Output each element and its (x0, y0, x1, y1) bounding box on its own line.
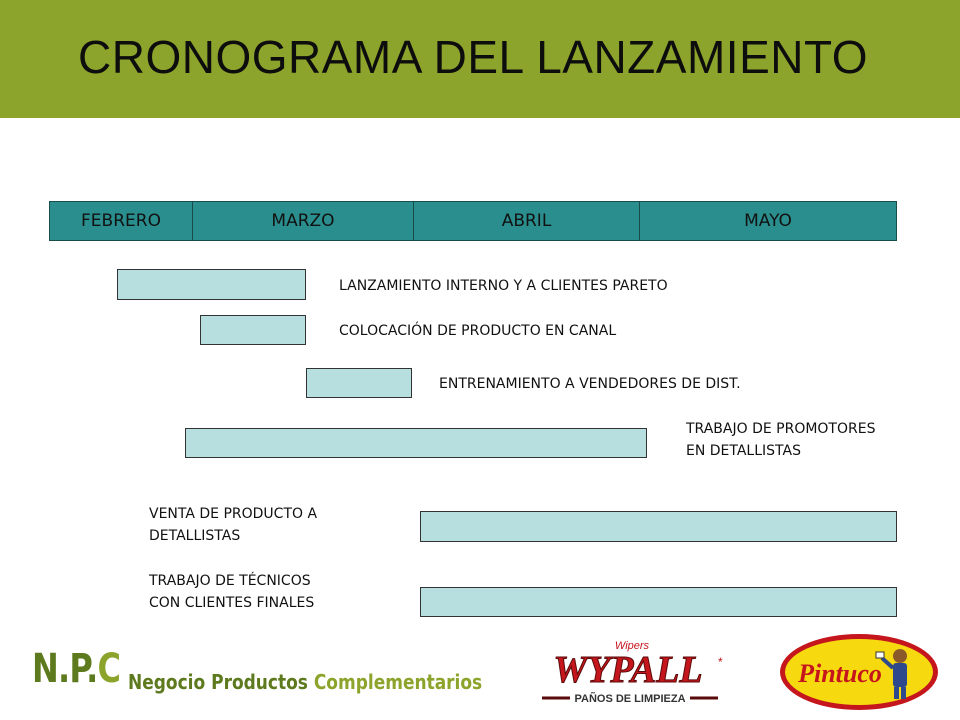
svg-text:Pintuco: Pintuco (798, 659, 882, 688)
month-may: MAYO (744, 211, 792, 231)
month-header (49, 201, 897, 241)
task-bar-2 (200, 315, 306, 345)
month-feb: FEBRERO (50, 202, 193, 240)
wypall-logo (532, 636, 728, 708)
month-mar: MARZO (193, 202, 414, 240)
task-label-5: VENTA DE PRODUCTO A DETALLISTAS (149, 506, 318, 544)
page-title: CRONOGRAMA DEL LANZAMIENTO (78, 31, 869, 83)
npc-letters: N.P. (32, 646, 98, 692)
svg-text:Wipers: Wipers (614, 640, 650, 652)
task-bar-3 (306, 368, 412, 398)
task-bar-5 (420, 511, 897, 542)
task-bar-1 (117, 269, 306, 300)
svg-text:*: * (718, 655, 723, 669)
task-label-4: TRABAJO DE PROMOTORES EN DETALLISTAS (686, 421, 876, 459)
npc-text-1: Negocio Productos (128, 670, 314, 694)
task-bar-6 (420, 587, 897, 617)
task-label-1: LANZAMIENTO INTERNO Y A CLIENTES PARETO (339, 278, 668, 294)
svg-text:PAÑOS DE LIMPIEZA: PAÑOS DE LIMPIEZA (574, 693, 686, 705)
task-label-2: COLOCACIÓN DE PRODUCTO EN CANAL (339, 323, 617, 339)
pintuco-logo (778, 632, 940, 712)
month-apr: ABRIL (414, 202, 640, 240)
npc-logo (32, 646, 483, 706)
task-label-6: TRABAJO DE TÉCNICOS CON CLIENTES FINALES (149, 573, 315, 611)
task-label-3: ENTRENAMIENTO A VENDEDORES DE DIST. (439, 376, 741, 392)
npc-letter-c: C (97, 646, 121, 692)
svg-text:WYPALL: WYPALL (553, 649, 703, 691)
npc-text-2: Complementarios (313, 670, 483, 694)
task-bar-4 (185, 428, 647, 458)
